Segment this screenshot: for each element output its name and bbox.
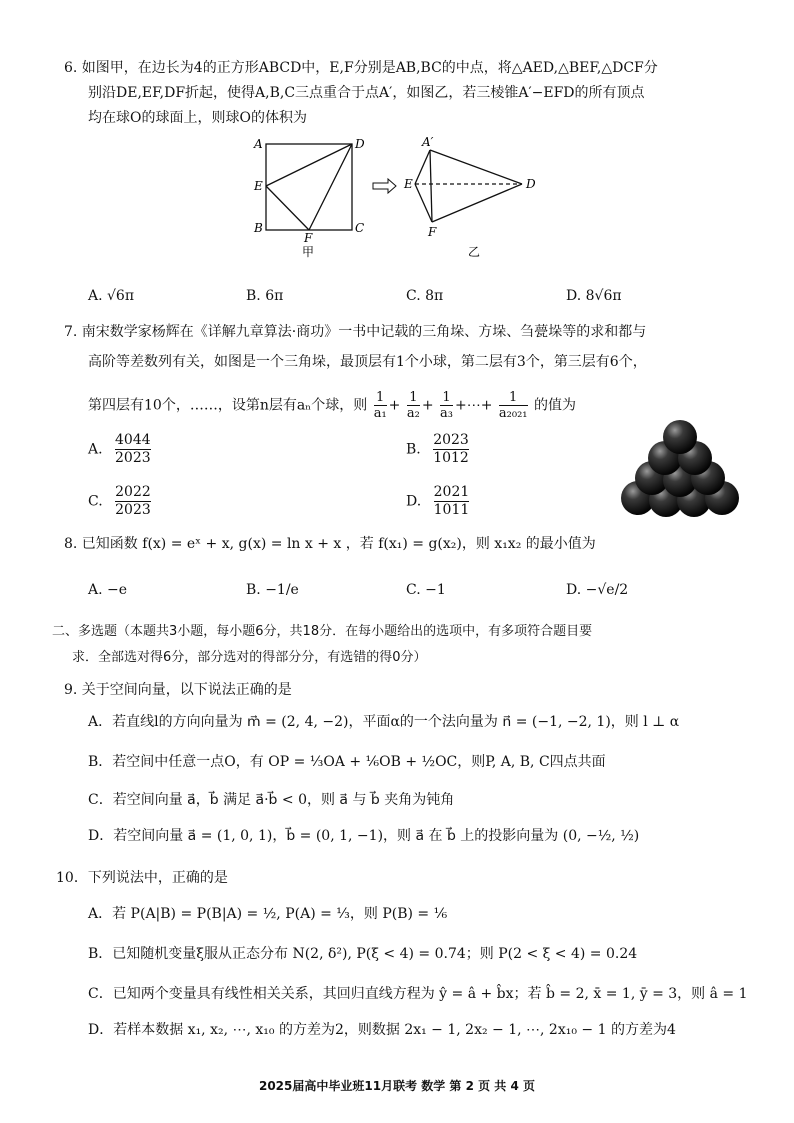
q8-option-c: C. −1 bbox=[406, 582, 446, 598]
label-D: D bbox=[355, 137, 365, 151]
q6-option-c: C. 8π bbox=[406, 288, 444, 304]
section2-line1: 二、多选题（本题共3小题，每小题6分，共18分．在每小题给出的选项中，有多项符合题目要 bbox=[52, 624, 593, 639]
q10-option-b: B．已知随机变量ξ服从正态分布 N(2, δ²), P(ξ < 4) = 0.74；则 P(2 < ξ < 4) = 0.24 bbox=[88, 946, 638, 962]
q6-figure bbox=[240, 132, 560, 260]
label-F2: F bbox=[428, 225, 437, 239]
q9-option-c: C．若空间向量 a⃗，b⃗ 满足 a⃗·b⃗ < 0，则 a⃗ 与 b⃗ 夹角为钝角 bbox=[88, 792, 455, 808]
section2-line2: 求．全部选对得6分，部分选对的得部分分，有选错的得0分） bbox=[72, 650, 427, 665]
q6-line1: 6. 如图甲，在边长为4的正方形ABCD中，E,F分别是AB,BC的中点，将△AED,△BEF,△DCF分 bbox=[64, 60, 658, 76]
q7-line3: 第四层有10个，……，设第n层有aₙ个球，则 $\frac{1}{\text{a₁}}$ + $\frac{1}{\text{a₂}}$ + $\frac{1}{\text{a₃}}$ +⋯+ $\frac{1}{\text{a₂₀₂₁}}$ 的值为 bbox=[88, 390, 576, 421]
q9-option-d: D．若空间向量 a⃗ = (1, 0, 1)，b⃗ = (0, 1, −1)，则 a⃗ 在 b⃗ 上的投影向量为 (0, −½, ½) bbox=[88, 828, 640, 844]
q7-line2: 高阶等差数列有关，如图是一个三角垛，最顶层有1个小球，第二层有3个，第三层有6个， bbox=[88, 354, 647, 370]
q6-option-a: A. √6π bbox=[88, 288, 135, 304]
label-A: A bbox=[254, 137, 263, 151]
caption-right: 乙 bbox=[468, 245, 481, 259]
q7-line3-pre: 第四层有10个，……，设第n层有aₙ个球，则 bbox=[88, 397, 368, 414]
ball-pyramid-image bbox=[620, 418, 740, 518]
q9-option-b: B．若空间中任意一点O，有 OP = ⅓OA + ⅙OB + ½OC，则P, A, B, C四点共面 bbox=[88, 754, 606, 770]
q8-option-b: B. −1/e bbox=[246, 582, 299, 598]
label-D2: D bbox=[526, 177, 536, 191]
q6-option-b: B. 6π bbox=[246, 288, 284, 304]
q8-line1: 8. 已知函数 f(x) = eˣ + x, g(x) = ln x + x ，若 f(x₁) = g(x₂)，则 x₁x₂ 的最小值为 bbox=[64, 536, 596, 552]
label-C: C bbox=[355, 221, 365, 235]
q9-option-a: A．若直线l的方向向量为 m⃗ = (2, 4, −2)，平面α的一个法向量为 n⃗ = (−1, −2, 1)，则 l ⊥ α bbox=[88, 714, 680, 730]
q8-option-d: D. −√e/2 bbox=[566, 582, 629, 598]
q10-option-d: D．若样本数据 x₁, x₂, ⋯, x₁₀ 的方差为2，则数据 2x₁ − 1, 2x₂ − 1, ⋯, 2x₁₀ − 1 的方差为4 bbox=[88, 1022, 676, 1038]
q7-option-c: C. $\frac{2022}{2023}$ bbox=[88, 484, 151, 518]
sum-term-2: $\frac{1}{\text{a₂}}$ bbox=[406, 390, 420, 421]
arrow-icon bbox=[373, 179, 396, 193]
sum-term-3: $\frac{1}{\text{a₃}}$ bbox=[440, 390, 453, 421]
sum-term-1: $\frac{1}{\text{a₁}}$ bbox=[373, 390, 387, 421]
label-Aprime: A′ bbox=[422, 135, 434, 149]
q7-option-a: A. $\frac{4044}{2023}$ bbox=[88, 432, 151, 466]
q7-option-b: B. $\frac{2023}{1012}$ bbox=[406, 432, 469, 466]
q7-option-d: D. $\frac{2021}{1011}$ bbox=[406, 484, 470, 518]
figure-tetrahedron bbox=[415, 150, 522, 222]
q6-line2: 别沿DE,EF,DF折起，使得A,B,C三点重合于点A′，如图乙，若三棱锥A′−EFD的所有顶点 bbox=[88, 85, 645, 101]
q10-stem: 10．下列说法中，正确的是 bbox=[56, 870, 228, 886]
label-B: B bbox=[254, 221, 263, 235]
label-F: F bbox=[304, 231, 313, 245]
q8-option-a: A. −e bbox=[88, 582, 128, 598]
q9-stem: 9. 关于空间向量，以下说法正确的是 bbox=[64, 682, 292, 698]
q7-line1: 7. 南宋数学家杨辉在《详解九章算法·商功》一书中记载的三角垛、方垛、刍甍垛等的求和都与 bbox=[64, 324, 647, 340]
caption-left: 甲 bbox=[302, 245, 315, 259]
figure-square bbox=[266, 144, 352, 230]
page-footer: 2025届高中毕业班11月联考 数学 第 2 页 共 4 页 bbox=[258, 1079, 536, 1093]
q7-line3-post: 的值为 bbox=[533, 397, 576, 414]
q10-option-c: C．已知两个变量具有线性相关关系，其回归直线方程为 ŷ = â + b̂x；若 b̂ = 2, x̄ = 1, ȳ = 3，则 â = 1 bbox=[88, 986, 748, 1002]
label-E: E bbox=[254, 179, 263, 193]
label-E2: E bbox=[404, 177, 413, 191]
sum-term-n: $\frac{1}{\text{a₂₀₂₁}}$ bbox=[498, 390, 528, 421]
q6-line3: 均在球O的球面上，则球O的体积为 bbox=[88, 110, 307, 126]
q10-option-a: A．若 P(A|B) = P(B|A) = ½, P(A) = ⅓，则 P(B) = ⅙ bbox=[88, 906, 448, 922]
q6-option-d: D. 8√6π bbox=[566, 288, 622, 304]
